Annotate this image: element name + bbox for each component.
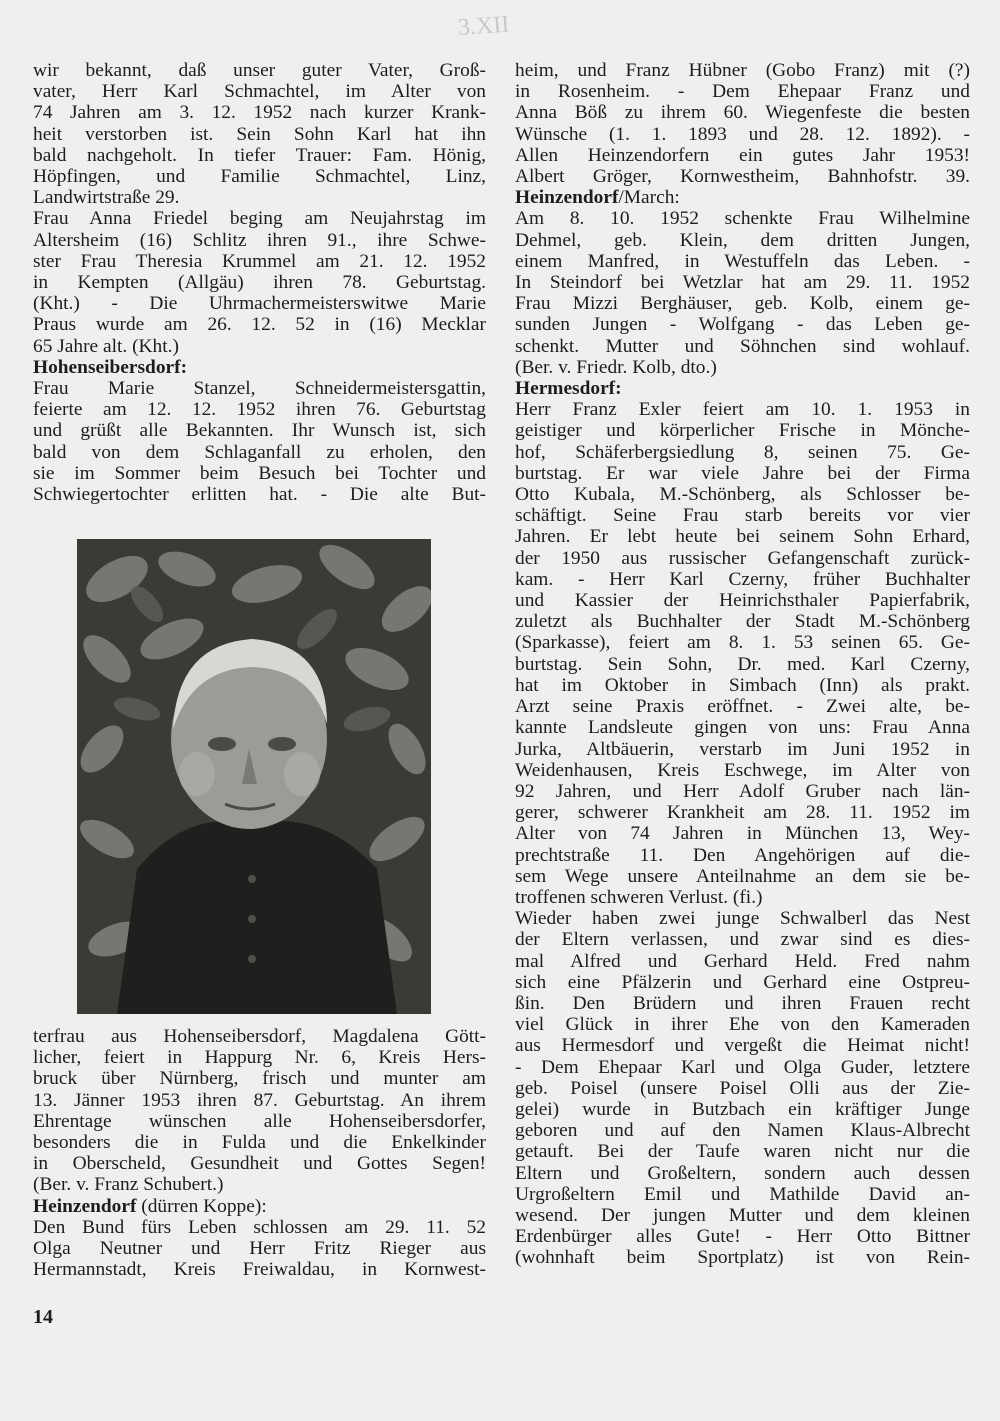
- text-line: vater, Herr Karl Schmachtel, im Alter von: [33, 81, 486, 103]
- text-line: (Sparkasse), feiert am 8. 1. 53 seinen 65. Ge-: [515, 632, 970, 654]
- text-line: Anna Böß zu ihrem 60. Wiegenfeste die besten: [515, 102, 970, 124]
- text-line: ster Frau Theresia Krummel am 21. 12. 1952: [33, 250, 486, 272]
- text-line: bald nachgeholt. In tiefer Trauer: Fam. Hönig,: [33, 144, 486, 166]
- text-line: geboren und auf den Namen Klaus-Albrecht: [515, 1120, 970, 1142]
- text-line: geistiger und körperlicher Frische in Mönche-: [515, 420, 970, 442]
- text-line: sich eine Pfälzerin und Gerhard eine Ostpreu-: [515, 971, 970, 993]
- text-line: Hermannstadt, Kreis Freiwaldau, in Kornwest-: [33, 1259, 486, 1281]
- text-line: troffenen schweren Verlust. (fi.): [515, 886, 763, 908]
- text-line: burtstag. Er war viele Jahre bei der Firma: [515, 462, 970, 484]
- heading-place: Heinzendorf: [33, 1195, 137, 1217]
- text-line: schenkt. Mutter und Söhnchen sind wohlauf.: [515, 335, 970, 357]
- text-line: in Rosenheim. - Dem Ehepaar Franz und: [515, 81, 970, 103]
- text-line: wir bekannt, daß unser guter Vater, Groß-: [33, 60, 486, 81]
- text-line: Den Bund fürs Leben schlossen am 29. 11. 52: [33, 1216, 486, 1238]
- text-line: 13. Jänner 1953 ihren 87. Geburtstag. An ihrem: [33, 1089, 486, 1111]
- text-line: geb. Poisel (unsere Poisel Olli aus der Zie-: [515, 1077, 970, 1099]
- heading-suffix: (dürren Koppe):: [136, 1195, 267, 1217]
- text-line: Alter von 74 Jahren in München 13, Wey-: [515, 823, 970, 845]
- section-heading-heinzendorf-march: [515, 187, 970, 208]
- left-column-continued: [33, 1026, 486, 1280]
- text-line: aus Hermesdorf und vergeßt die Heimat nicht!: [515, 1035, 970, 1057]
- text-line: Jahren. Er lebt heute bei seinem Sohn Erhard,: [515, 526, 970, 548]
- text-line: 92 Jahren, und Herr Adolf Gruber nach län-: [515, 780, 970, 802]
- text-line: der 1950 aus russischer Gefangenschaft zurück-: [515, 547, 970, 569]
- text-line: Landwirtstraße 29.: [33, 187, 180, 209]
- text-line: Otto Kubala, M.-Schönberg, als Schlosser be-: [515, 484, 970, 506]
- text-line: kannte Landsleute gingen von uns: Frau Anna: [515, 717, 970, 739]
- text-line: Urgroßeltern Emil und Mathilde David an-: [515, 1183, 970, 1205]
- text-line: ßin. Den Brüdern und ihren Frauen recht: [515, 992, 970, 1014]
- portrait-photo: [77, 539, 431, 1014]
- text-line: und Kassier der Heinrichsthaler Papierfabrik,: [515, 590, 970, 612]
- text-line: Weidenhausen, Kreis Eschwege, im Alter von: [515, 759, 970, 781]
- text-line: Albert Gröger, Kornwestheim, Bahnhofstr. 39.: [515, 166, 970, 188]
- text-line: und grüßt alle Bekannten. Ihr Wunsch ist, sich: [33, 420, 486, 442]
- text-line: in Oberscheld, Gesundheit und Gottes Segen!: [33, 1153, 486, 1175]
- text-line: 74 Jahren am 3. 12. 1952 nach kurzer Krank-: [33, 102, 486, 124]
- text-line: In Steindorf bei Wetzlar hat am 29. 11. 1952: [515, 272, 970, 294]
- text-line: Dehmel, geb. Klein, dem dritten Jungen,: [515, 229, 970, 251]
- text-line: gerer, schwerer Krankheit am 28. 11. 1952 im: [515, 802, 970, 824]
- text-line: sie im Sommer beim Besuch bei Tochter und: [33, 462, 486, 484]
- text-line: Erdenbürger alles Gute! - Herr Otto Bittner: [515, 1226, 970, 1248]
- text-line: bruck über Nürnberg, frisch und munter am: [33, 1068, 486, 1090]
- text-line: terfrau aus Hohenseibersdorf, Magdalena Gött-: [33, 1026, 486, 1047]
- text-line: (Ber. v. Friedr. Kolb, dto.): [515, 356, 717, 378]
- text-line: Altersheim (16) Schlitz ihren 91., ihre Schwe-: [33, 229, 486, 251]
- text-line: sem Wege unsere Anteilnahme an dem sie be-: [515, 865, 970, 887]
- text-line: gelei) wurde in Butzbach ein kräftiger Junge: [515, 1098, 970, 1120]
- text-line: in Kempten (Allgäu) ihren 78. Geburtstag.: [33, 272, 486, 294]
- text-line: zuletzt als Buchhalter der Stadt M.-Schönberg: [515, 611, 970, 633]
- text-line: (Kht.) - Die Uhrmachermeisterswitwe Marie: [33, 293, 486, 315]
- text-line: feierte am 12. 12. 1952 ihren 76. Geburtstag: [33, 399, 486, 421]
- text-line: schäftigt. Seine Frau starb bereits vor vier: [515, 505, 970, 527]
- text-line: Frau Anna Friedel beging am Neujahrstag im: [33, 208, 486, 230]
- text-line: Wieder haben zwei junge Schwalberl das Nest: [515, 908, 970, 930]
- text-line: mal Alfred und Gerhard Held. Fred nahm: [515, 950, 970, 972]
- text-line: besonders die in Fulda und die Enkelkinder: [33, 1132, 486, 1154]
- section-heading-heinzendorf-duerren-koppe: [33, 1196, 486, 1217]
- text-line: Arzt seine Praxis eröffnet. - Zwei alte, be-: [515, 696, 970, 718]
- text-line: Frau Marie Stanzel, Schneidermeistersgattin,: [33, 378, 486, 400]
- text-line: licher, feiert in Happurg Nr. 6, Kreis Hers-: [33, 1047, 486, 1069]
- text-line: einem Manfred, in Westuffeln das Leben. -: [515, 250, 970, 272]
- text-line: Eltern und Großeltern, sondern auch dessen: [515, 1162, 970, 1184]
- text-line: Höpfingen, und Familie Schmachtel, Linz,: [33, 166, 486, 188]
- stamp-text: 3.XII: [457, 11, 511, 42]
- text-line: kam. - Herr Karl Czerny, früher Buchhalter: [515, 568, 970, 590]
- text-line: Jurka, Altbäuerin, verstarb im Juni 1952 in: [515, 738, 970, 760]
- text-line: heit verstorben ist. Sein Sohn Karl hat ihn: [33, 123, 486, 145]
- text-line: (wohnhaft beim Sportplatz) ist von Rein-: [515, 1247, 970, 1269]
- text-line: 65 Jahre alt. (Kht.): [33, 335, 179, 357]
- left-column: [33, 60, 486, 505]
- heading-suffix: /March:: [618, 187, 680, 209]
- text-line: - Dem Ehepaar Karl und Olga Guder, letztere: [515, 1056, 970, 1078]
- text-line: burtstag. Sein Sohn, Dr. med. Karl Czerny,: [515, 653, 970, 675]
- text-line: Herr Franz Exler feiert am 10. 1. 1953 in: [515, 399, 970, 421]
- text-line: Schwiegertochter erlitten hat. - Die alte But-: [33, 484, 486, 506]
- library-stamp: [452, 6, 562, 44]
- text-line: hof, Schäferbergsiedlung 8, seinen 75. Ge-: [515, 441, 970, 463]
- text-line: sunden Jungen - Wolfgang - das Leben ge-: [515, 314, 970, 336]
- text-line: viel Glück in ihrer Ehe von den Kameraden: [515, 1014, 970, 1036]
- text-line: Ehrentage wünschen alle Hohenseibersdorfer,: [33, 1110, 486, 1132]
- text-line: wesend. Der jungen Mutter und dem kleinen: [515, 1204, 970, 1226]
- text-line: (Ber. v. Franz Schubert.): [33, 1174, 224, 1196]
- text-line: getauft. Bei der Taufe waren nicht nur die: [515, 1141, 970, 1163]
- text-line: prechtstraße 11. Den Angehörigen auf die-: [515, 844, 970, 866]
- page-number: 14: [33, 1306, 53, 1328]
- text-line: heim, und Franz Hübner (Gobo Franz) mit (?): [515, 60, 970, 81]
- text-line: Am 8. 10. 1952 schenkte Frau Wilhelmine: [515, 208, 970, 230]
- text-line: Allen Heinzendorfern ein gutes Jahr 1953!: [515, 144, 970, 166]
- text-line: der Eltern verlassen, und zwar sind es dies-: [515, 929, 970, 951]
- text-line: Frau Mizzi Berghäuser, geb. Kolb, einem ge-: [515, 293, 970, 315]
- section-heading-hohenseibersdorf: Hohenseibersdorf:: [33, 356, 188, 378]
- text-line: Wünsche (1. 1. 1893 und 28. 12. 1892). -: [515, 123, 970, 145]
- section-heading-hermesdorf: Hermesdorf:: [515, 378, 622, 400]
- right-column: [515, 60, 970, 1269]
- text-line: Praus wurde am 26. 12. 52 in (16) Mecklar: [33, 314, 486, 336]
- text-line: Olga Neutner und Herr Fritz Rieger aus: [33, 1238, 486, 1260]
- text-line: bald von dem Schlaganfall zu erholen, den: [33, 441, 486, 463]
- text-line: hat im Oktober in Simbach (Inn) als prakt.: [515, 674, 970, 696]
- heading-place: Heinzendorf: [515, 187, 619, 209]
